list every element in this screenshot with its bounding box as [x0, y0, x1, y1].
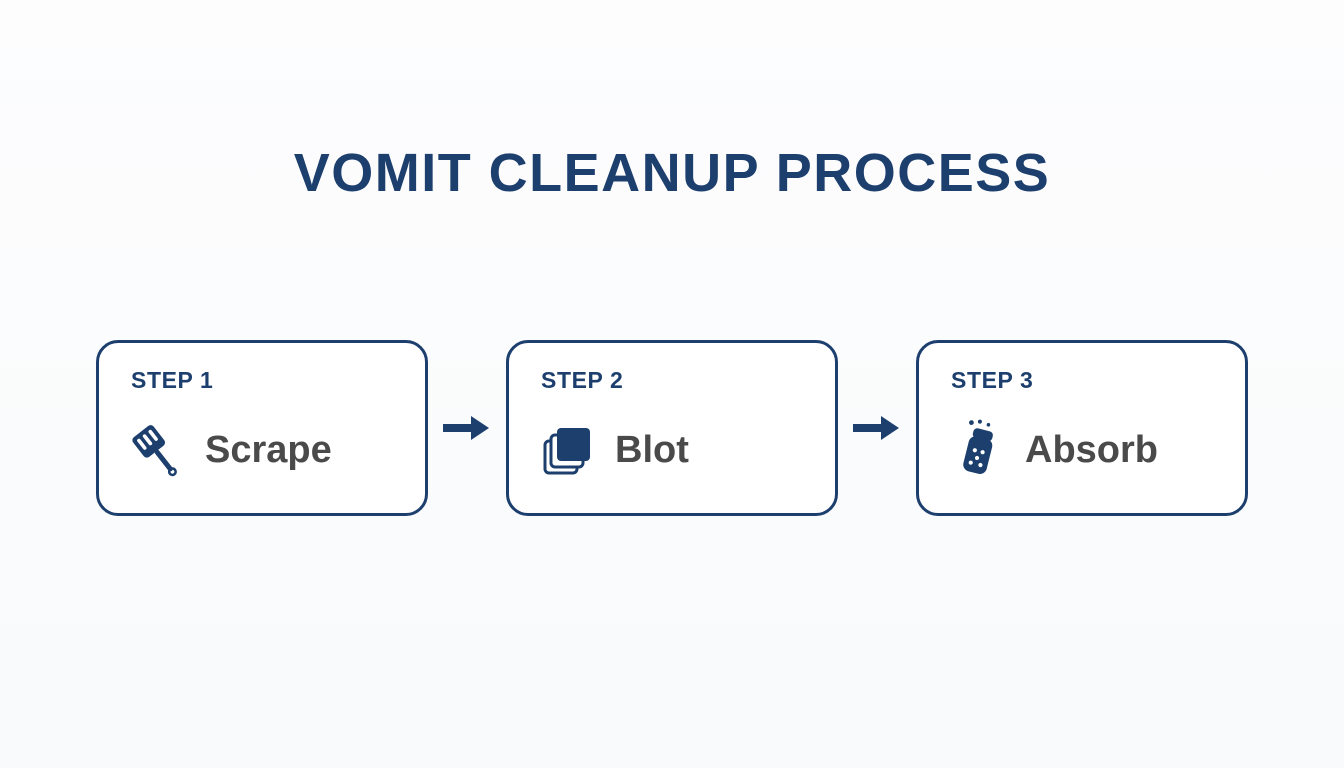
step-name-3: Absorb	[1025, 429, 1158, 471]
step-name-1: Scrape	[205, 429, 332, 471]
arrow-right-icon-2	[849, 408, 905, 448]
step-body-3	[949, 419, 1225, 481]
powder-shaker-icon	[949, 419, 1007, 481]
step-label-2: STEP 2	[541, 367, 624, 393]
arrow-right-icon-1	[439, 408, 495, 448]
step-body-1	[129, 419, 405, 481]
page-title: VOMIT CLEANUP PROCESS	[293, 143, 1051, 203]
step-card-2[interactable]	[506, 340, 838, 516]
step-body-2	[539, 419, 815, 481]
step-card-3[interactable]	[916, 340, 1248, 516]
spatula-icon	[129, 419, 187, 481]
step-card-1[interactable]	[96, 340, 428, 516]
step-label-3: STEP 3	[951, 367, 1034, 393]
paper-towels-icon	[539, 419, 597, 481]
process-flow	[96, 338, 1248, 518]
step-name-2: Blot	[615, 429, 689, 471]
step-label-1: STEP 1	[131, 367, 214, 393]
